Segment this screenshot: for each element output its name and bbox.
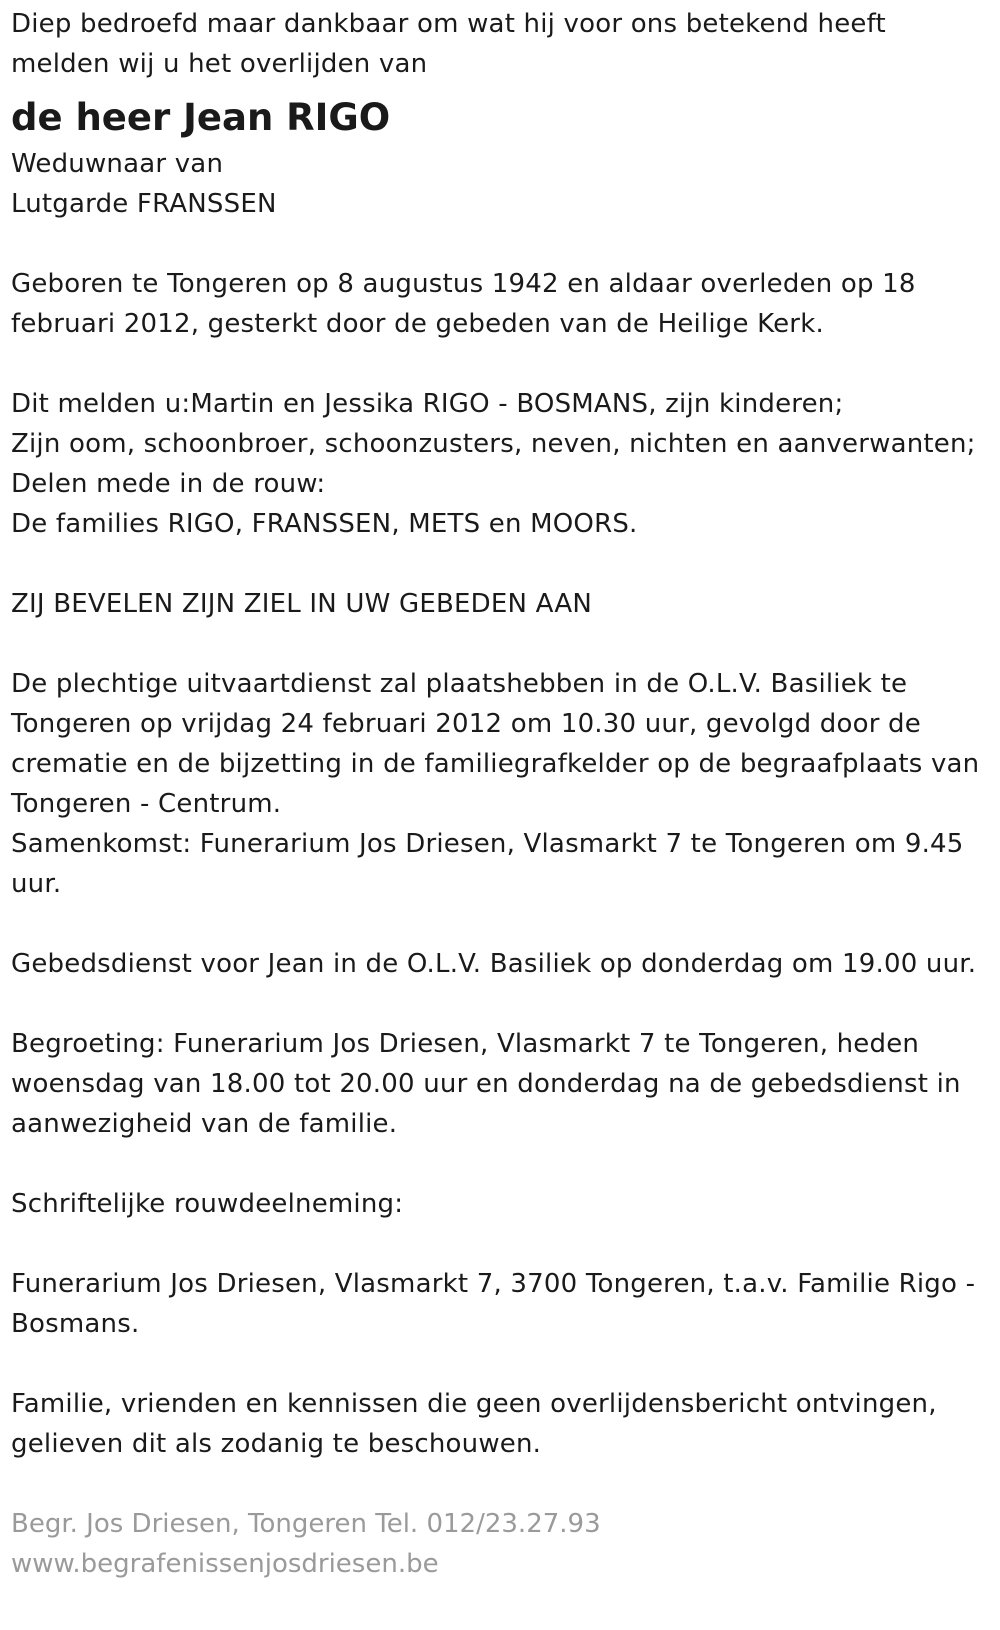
service-line: Tongeren op vrijdag 24 februari 2012 om 10.30 uur, gevolgd door de (11, 709, 921, 739)
service-line: crematie en de bijzetting in de familiegrafkelder op de begraafplaats van (11, 749, 980, 779)
undertaker-website: www.begrafenissenjosdriesen.be (11, 1549, 439, 1579)
family-line: Zijn oom, schoonbroer, schoonzusters, neven, nichten en aanverwanten; (11, 429, 976, 459)
prayer-request: ZIJ BEVELEN ZIJN ZIEL IN UW GEBEDEN AAN (11, 589, 592, 619)
visitation-line: woensdag van 18.00 tot 20.00 uur en donderdag na de gebedsdienst in (11, 1069, 961, 1099)
family-line: Delen mede in de rouw: (11, 469, 326, 499)
condolence-heading: Schriftelijke rouwdeelneming: (11, 1189, 404, 1219)
widower-line: Weduwnaar van (11, 149, 224, 179)
visitation-line: Begroeting: Funerarium Jos Driesen, Vlasmarkt 7 te Tongeren, heden (11, 1029, 920, 1059)
birth-death-line: februari 2012, gesterkt door de gebeden van de Heilige Kerk. (11, 309, 824, 339)
intro-line: melden wij u het overlijden van (11, 49, 428, 79)
deceased-name: de heer Jean RIGO (11, 96, 391, 139)
family-line: De families RIGO, FRANSSEN, METS en MOORS. (11, 509, 638, 539)
family-line: Dit melden u:Martin en Jessika RIGO - BOSMANS, zijn kinderen; (11, 389, 844, 419)
closing-line: gelieven dit als zodanig te beschouwen. (11, 1429, 542, 1459)
obituary-notice (11, 4, 996, 1584)
widower-line: Lutgarde FRANSSEN (11, 189, 277, 219)
service-line: Tongeren - Centrum. (11, 789, 282, 819)
service-line: De plechtige uitvaartdienst zal plaatshebben in de O.L.V. Basiliek te (11, 669, 908, 699)
service-line: Samenkomst: Funerarium Jos Driesen, Vlasmarkt 7 te Tongeren om 9.45 (11, 829, 964, 859)
service-line: uur. (11, 869, 62, 899)
closing-line: Familie, vrienden en kennissen die geen overlijdensbericht ontvingen, (11, 1389, 937, 1419)
intro-line: Diep bedroefd maar dankbaar om wat hij voor ons betekend heeft (11, 9, 886, 39)
prayer-service: Gebedsdienst voor Jean in de O.L.V. Basiliek op donderdag om 19.00 uur. (11, 949, 977, 979)
undertaker-contact: Begr. Jos Driesen, Tongeren Tel. 012/23.27.93 (11, 1509, 601, 1539)
visitation-line: aanwezigheid van de familie. (11, 1109, 398, 1139)
condolence-address-line: Funerarium Jos Driesen, Vlasmarkt 7, 3700 Tongeren, t.a.v. Familie Rigo - (11, 1269, 976, 1299)
condolence-address-line: Bosmans. (11, 1309, 140, 1339)
birth-death-line: Geboren te Tongeren op 8 augustus 1942 en aldaar overleden op 18 (11, 269, 916, 299)
